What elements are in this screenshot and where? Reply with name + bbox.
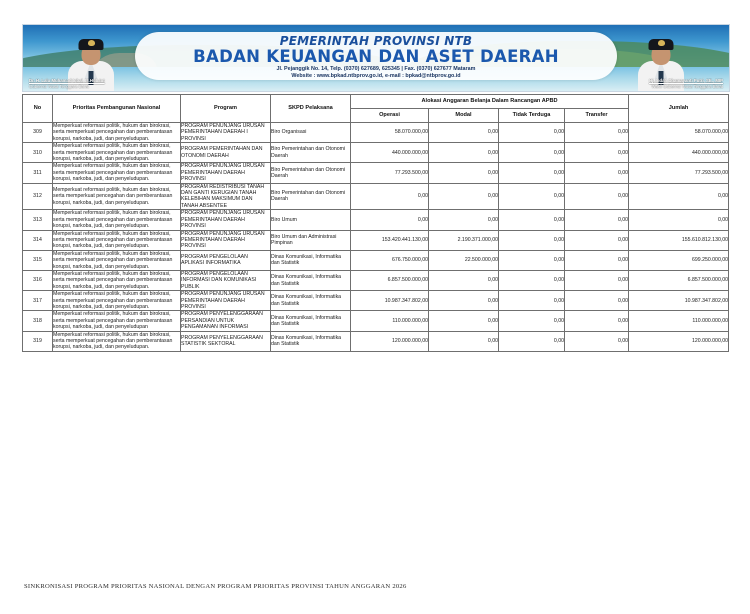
row-no: 310 (23, 143, 53, 163)
row-program: PROGRAM REDISTRIBUSI TANAH DAN GANTI KERUGIAN TANAH KELEBIHAN MAKSIMUM DAN TANAH ABSENTEE (181, 183, 271, 210)
table-row (23, 183, 729, 210)
row-modal: 0,00 (429, 210, 499, 230)
row-tidak-terduga: 0,00 (499, 270, 565, 290)
row-operasi: 58.070.000,00 (351, 123, 429, 143)
vice-governor-nameplate (649, 78, 723, 89)
page-footer: SINKRONISASI PROGRAM PRIORITAS NASIONAL DENGAN PROGRAM PRIORITAS PROVINSI TAHUN ANGGARAN 2026 (24, 583, 407, 590)
col-header-skpd: SKPD Pelaksana (271, 95, 351, 123)
row-prioritas: Memperkuat reformasi politik, hukum dan birokrasi, serta memperkuat pencegahan dan pemberantasan korupsi, narkoba, judi, dan penyeludupan. (53, 143, 181, 163)
table-row (23, 143, 729, 163)
row-prioritas: Memperkuat reformasi politik, hukum dan birokrasi, serta memperkuat pencegahan dan pemberantasan korupsi, narkoba, judi, dan penyeludupan. (53, 183, 181, 210)
row-prioritas: Memperkuat reformasi politik, hukum dan birokrasi, serta memperkuat pencegahan dan pemberantasan korupsi, narkoba, judi, dan penyeludupan. (53, 250, 181, 270)
row-no: 318 (23, 311, 53, 331)
table-row (23, 311, 729, 331)
row-prioritas: Memperkuat reformasi politik, hukum dan birokrasi, serta memperkuat pencegahan dan pemberantasan korupsi, narkoba, judi, dan penyeludupan. (53, 331, 181, 351)
governor-title: Gubernur Nusa Tenggara Barat (29, 83, 89, 89)
table-header-row-1 (23, 95, 729, 109)
governor-nameplate (29, 78, 105, 89)
letterhead-banner (22, 24, 730, 92)
row-skpd: Dinas Komunikasi, Informatika dan Statistik (271, 250, 351, 270)
table-row (23, 291, 729, 311)
row-transfer: 0,00 (565, 143, 629, 163)
row-no: 316 (23, 270, 53, 290)
row-program: PROGRAM PENGELOLAAN INFORMASI DAN KOMUNIKASI PUBLIK (181, 270, 271, 290)
row-no: 313 (23, 210, 53, 230)
row-prioritas: Memperkuat reformasi politik, hukum dan birokrasi, serta memperkuat pencegahan dan pemberantasan korupsi, narkoba, judi, dan penyeludupan. (53, 270, 181, 290)
row-prioritas: Memperkuat reformasi politik, hukum dan birokrasi, serta memperkuat pencegahan dan pemberantasan korupsi, narkoba, judi, dan penyeludupan (53, 311, 181, 331)
row-skpd: Biro Umum (271, 210, 351, 230)
row-tidak-terduga: 0,00 (499, 163, 565, 183)
row-operasi: 440.000.000,00 (351, 143, 429, 163)
row-program: PROGRAM PEMERINTAHAN DAN OTONOMI DAERAH (181, 143, 271, 163)
row-tidak-terduga: 0,00 (499, 331, 565, 351)
row-transfer: 0,00 (565, 210, 629, 230)
row-program: PROGRAM PENUNJANG URUSAN PEMERINTAHAN DAERAH PROVINSI (181, 291, 271, 311)
row-no: 319 (23, 331, 53, 351)
row-jumlah: 77.293.500,00 (629, 163, 729, 183)
row-program: PROGRAM PENYELENGGARAAN PERSANDIAN UNTUK PENGAMANAN INFORMASI (181, 311, 271, 331)
row-operasi: 0,00 (351, 183, 429, 210)
row-tidak-terduga: 0,00 (499, 143, 565, 163)
row-program: PROGRAM PENUNJANG URUSAN PEMERINTAHAN DAERAH I PROVINSI (181, 123, 271, 143)
col-header-jumlah: Jumlah (629, 95, 729, 123)
col-header-operasi: Operasi (351, 109, 429, 123)
vice-governor-title: Wakil Gubernur Nusa Tenggara Barat (651, 83, 723, 89)
table-row (23, 163, 729, 183)
row-jumlah: 0,00 (629, 183, 729, 210)
row-program: PROGRAM PENUNJANG URUSAN PEMERINTAHAN DAERAH PROVINSI (181, 210, 271, 230)
col-header-modal: Modal (429, 109, 499, 123)
row-operasi: 77.293.500,00 (351, 163, 429, 183)
row-skpd: Dinas Komunikasi, Informatika dan Statistik (271, 270, 351, 290)
row-skpd: Dinas Komunikasi, Informatika dan Statistik (271, 311, 351, 331)
row-jumlah: 6.857.500.000,00 (629, 270, 729, 290)
row-skpd: Dinas Komunikasi, Informatika dan Statistik (271, 331, 351, 351)
row-modal: 0,00 (429, 331, 499, 351)
row-tidak-terduga: 0,00 (499, 311, 565, 331)
budget-table-container (22, 94, 728, 352)
row-skpd: Biro Umum dan Administrasi Pimpinan (271, 230, 351, 250)
agency-name: BADAN KEUANGAN DAN ASET DAERAH (193, 47, 559, 66)
row-jumlah: 110.000.000,00 (629, 311, 729, 331)
row-transfer: 0,00 (565, 183, 629, 210)
row-tidak-terduga: 0,00 (499, 183, 565, 210)
table-row (23, 230, 729, 250)
row-modal: 0,00 (429, 123, 499, 143)
table-row (23, 123, 729, 143)
col-header-prioritas: Prioritas Pembangunan Nasional (53, 95, 181, 123)
row-no: 315 (23, 250, 53, 270)
row-operasi: 120.000.000,00 (351, 331, 429, 351)
row-modal: 2.190.371.000,00 (429, 230, 499, 250)
governor-name: Dr. H. Lalu Muhamad Iqbal, M.Hub.Int (29, 78, 105, 84)
row-tidak-terduga: 0,00 (499, 291, 565, 311)
agency-address: Jl. Pejanggik No. 14, Telp. (0370) 627689, 625345 | Fax. (0370) 627677 Mataram (276, 66, 476, 72)
row-prioritas: Memperkuat reformasi politik, hukum dan birokrasi, serta memperkuat pencegahan dan pemberantasan korupsi, narkoba, judi, dan penyeludupan. (53, 291, 181, 311)
row-no: 317 (23, 291, 53, 311)
vice-governor-name: Hj. Indah Dhamayanti Putri, SE., MIP (648, 78, 723, 84)
table-row (23, 331, 729, 351)
row-prioritas: Memperkuat reformasi politik, hukum dan birokrasi, serta memperkuat pencegahan dan pemberantasan korupsi, narkoba, judi, dan penyeludupan. (53, 123, 181, 143)
row-transfer: 0,00 (565, 311, 629, 331)
row-transfer: 0,00 (565, 270, 629, 290)
row-prioritas: Memperkuat reformasi politik, hukum dan birokrasi, serta memperkuat pencegahan dan pemberantasan korupsi, narkoba, judi, dan penyeludupan. (53, 230, 181, 250)
row-operasi: 6.857.500.000,00 (351, 270, 429, 290)
row-operasi: 153.420.441.130,00 (351, 230, 429, 250)
row-jumlah: 0,00 (629, 210, 729, 230)
row-prioritas: Memperkuat reformasi politik, hukum dan birokrasi, serta memperkuat pencegahan dan pemberantasan korupsi, narkoba, judi, dan penyeludupan. (53, 210, 181, 230)
row-tidak-terduga: 0,00 (499, 210, 565, 230)
row-prioritas: Memperkuat reformasi politik, hukum dan birokrasi, serta memperkuat pencegahan dan pemberantasan korupsi, narkoba, judi, dan penyeludupan. (53, 163, 181, 183)
row-program: PROGRAM PENGELOLAAN APLIKASI INFORMATIKA (181, 250, 271, 270)
row-program: PROGRAM PENUNJANG URUSAN PEMERINTAHAN DAERAH PROVINSI (181, 230, 271, 250)
row-transfer: 0,00 (565, 331, 629, 351)
row-modal: 0,00 (429, 163, 499, 183)
row-no: 314 (23, 230, 53, 250)
row-tidak-terduga: 0,00 (499, 230, 565, 250)
row-operasi: 10.987.347.802,00 (351, 291, 429, 311)
row-modal: 0,00 (429, 183, 499, 210)
row-jumlah: 58.070.000,00 (629, 123, 729, 143)
row-skpd: Biro Pemerintahan dan Otonomi Daerah (271, 163, 351, 183)
row-transfer: 0,00 (565, 163, 629, 183)
col-header-tidak-terduga: Tidak Terduga (499, 109, 565, 123)
row-program: PROGRAM PENUNJANG URUSAN PEMERINTAHAN DAERAH PROVINSI (181, 163, 271, 183)
province-name: PEMERINTAH PROVINSI NTB (279, 34, 473, 48)
row-transfer: 0,00 (565, 123, 629, 143)
table-row (23, 250, 729, 270)
col-header-alokasi-group: Alokasi Anggaran Belanja Dalam Rancangan APBD (351, 95, 629, 109)
row-jumlah: 699.250.000,00 (629, 250, 729, 270)
table-header (23, 95, 729, 123)
row-jumlah: 440.000.000,00 (629, 143, 729, 163)
row-transfer: 0,00 (565, 291, 629, 311)
row-operasi: 110.000.000,00 (351, 311, 429, 331)
row-operasi: 676.750.000,00 (351, 250, 429, 270)
row-transfer: 0,00 (565, 250, 629, 270)
row-skpd: Dinas Komunikasi, Informatika dan Statistik (271, 291, 351, 311)
row-jumlah: 155.610.812.130,00 (629, 230, 729, 250)
row-modal: 0,00 (429, 143, 499, 163)
row-no: 309 (23, 123, 53, 143)
row-no: 312 (23, 183, 53, 210)
row-modal: 0,00 (429, 311, 499, 331)
table-body (23, 123, 729, 352)
col-header-program: Program (181, 95, 271, 123)
agency-contact: Website : www.bpkad.ntbprov.go.id, e-mail : bpkad@ntbprov.go.id (291, 72, 461, 79)
col-header-transfer: Transfer (565, 109, 629, 123)
col-header-no: No (23, 95, 53, 123)
budget-table (22, 94, 729, 352)
row-skpd: Biro Organisasi (271, 123, 351, 143)
row-modal: 0,00 (429, 291, 499, 311)
letterhead-title-band (135, 32, 617, 80)
portrait-cap (649, 39, 674, 50)
row-skpd: Biro Pemerintahan dan Otonomi Daerah (271, 143, 351, 163)
row-tidak-terduga: 0,00 (499, 250, 565, 270)
row-transfer: 0,00 (565, 230, 629, 250)
row-modal: 22.500.000,00 (429, 250, 499, 270)
row-no: 311 (23, 163, 53, 183)
row-skpd: Biro Pemerintahan dan Otonomi Daerah (271, 183, 351, 210)
table-row (23, 210, 729, 230)
row-jumlah: 10.987.347.802,00 (629, 291, 729, 311)
row-jumlah: 120.000.000,00 (629, 331, 729, 351)
row-tidak-terduga: 0,00 (499, 123, 565, 143)
row-modal: 0,00 (429, 270, 499, 290)
table-row (23, 270, 729, 290)
portrait-cap (79, 39, 104, 50)
row-program: PROGRAM PENYELENGGARAAN STATISTIK SEKTORAL (181, 331, 271, 351)
row-operasi: 0,00 (351, 210, 429, 230)
